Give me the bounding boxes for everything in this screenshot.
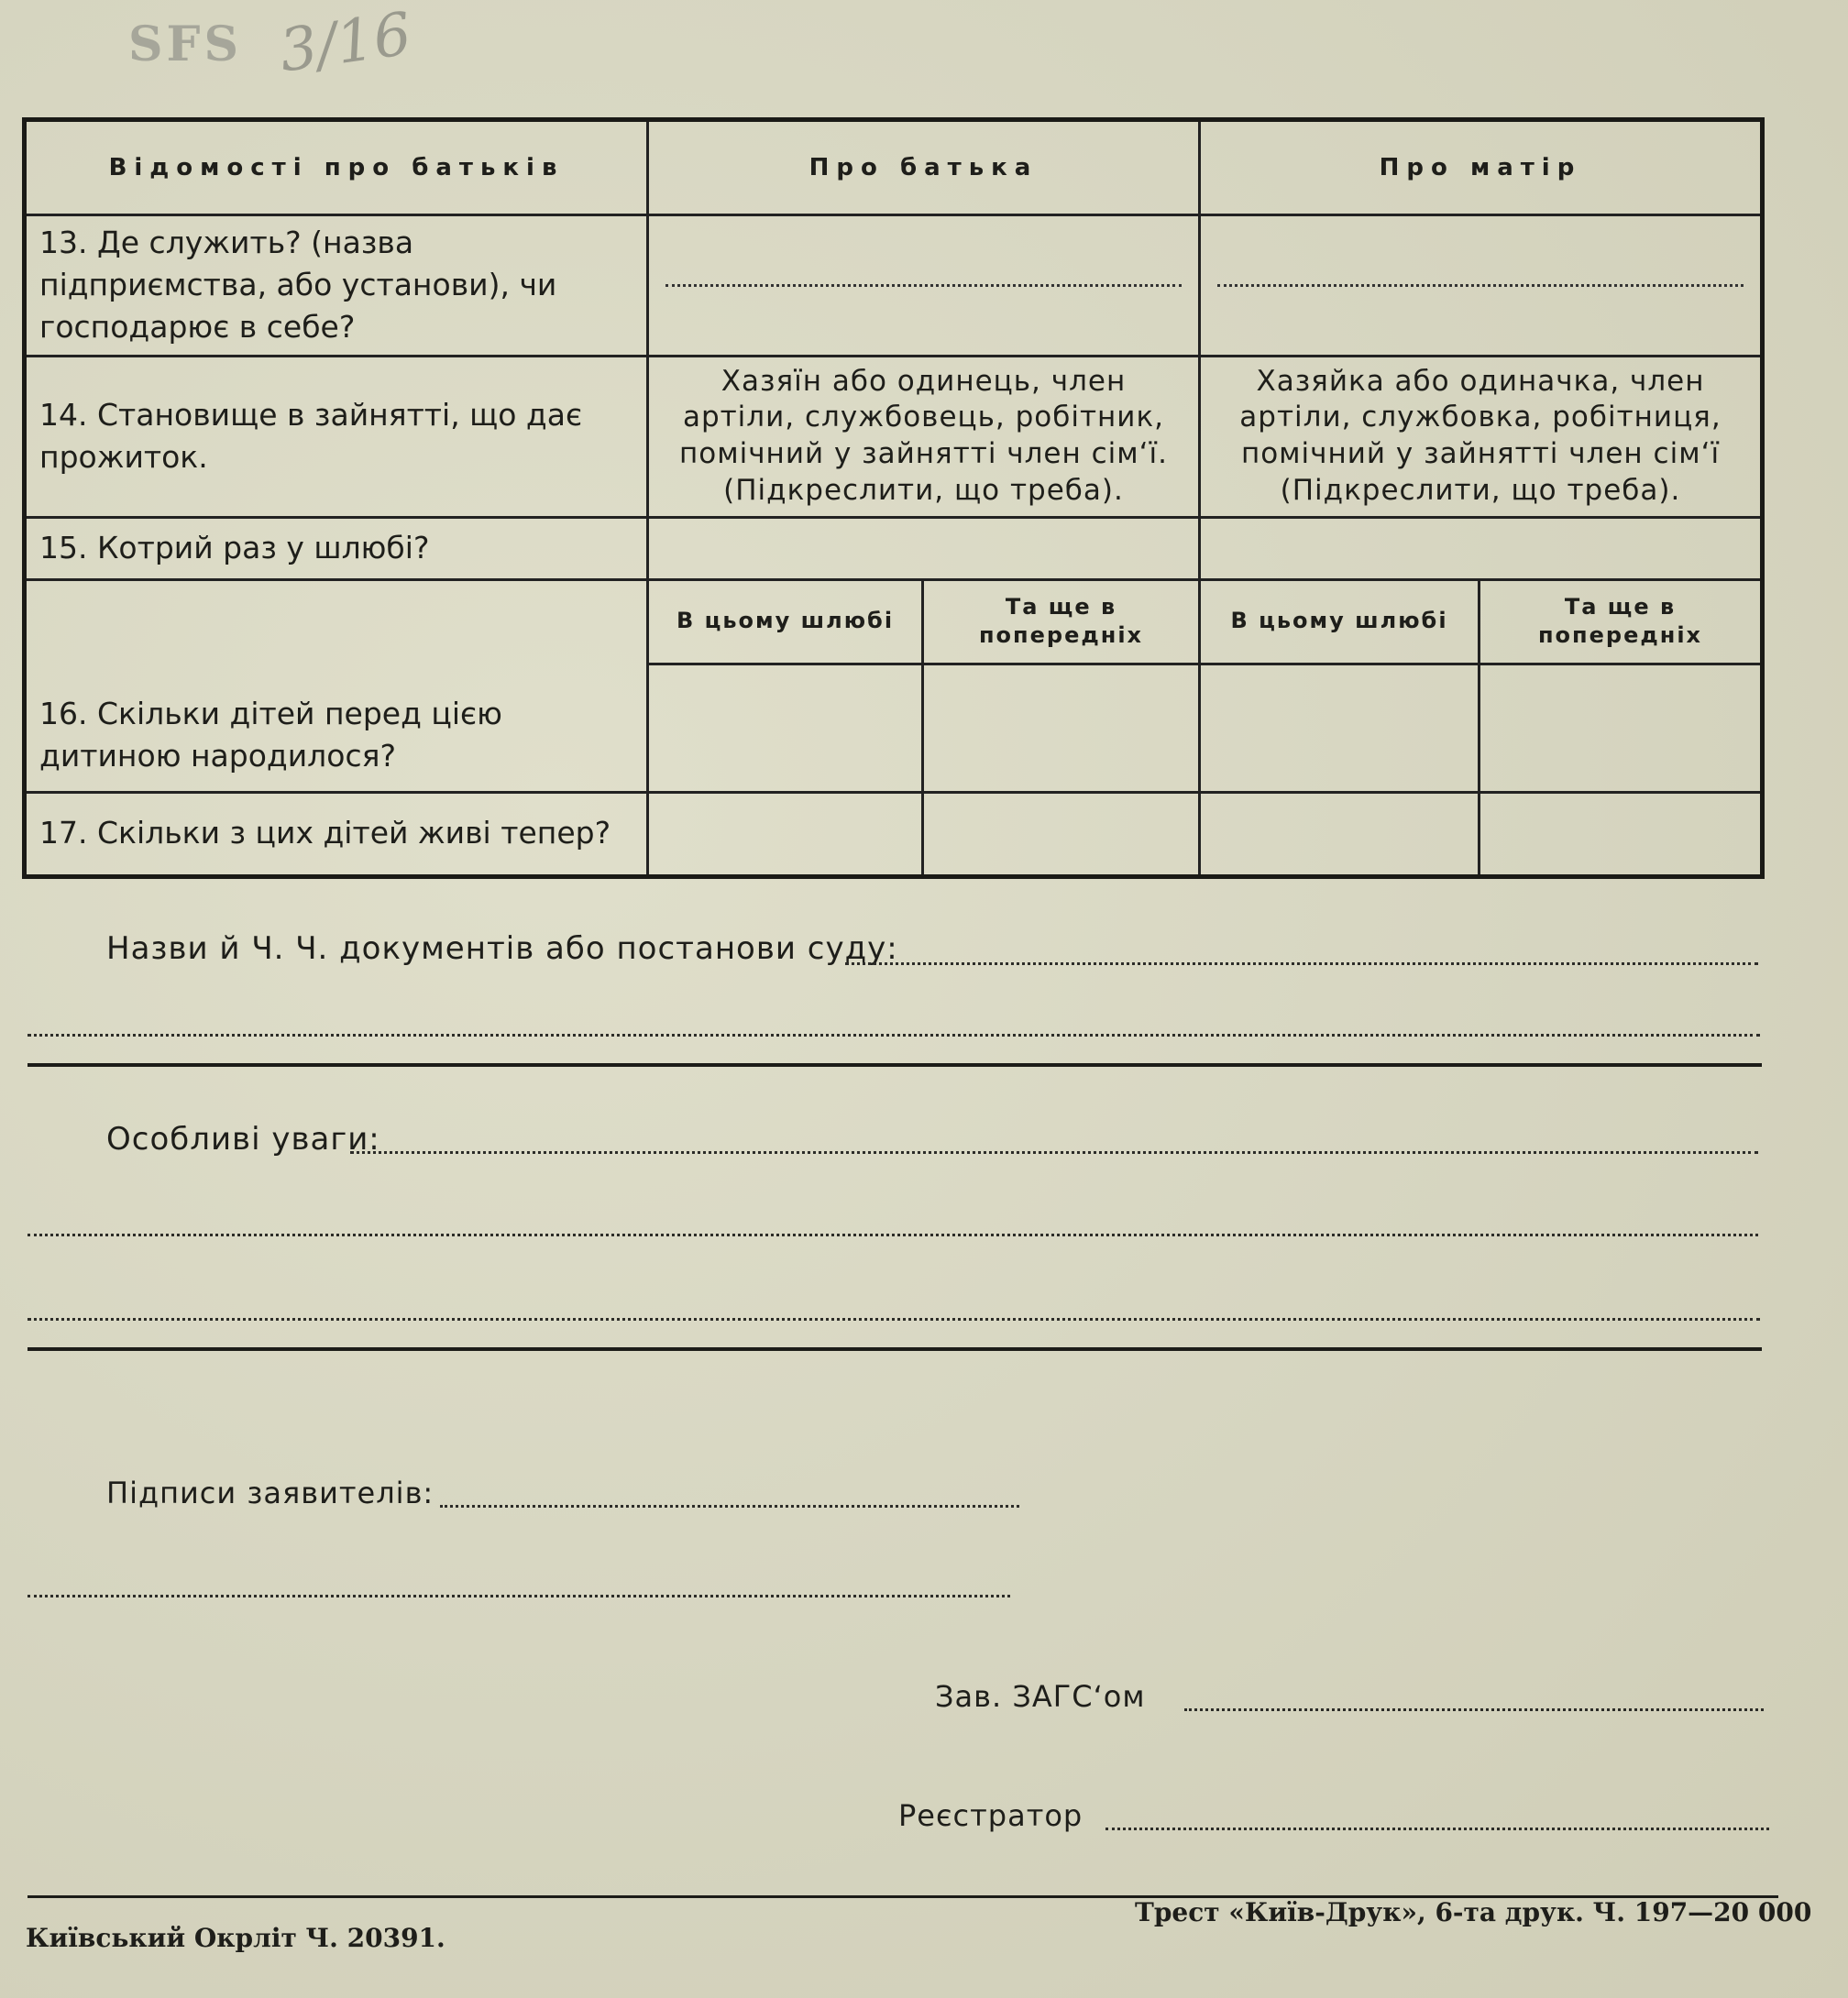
question-16: 16. Скільки дітей перед цією дитиною народилося?	[25, 579, 648, 792]
dotted-line	[1217, 284, 1744, 287]
header-info-about-parents: Відомості про батьків	[25, 120, 648, 215]
father-this-marriage-header: В цьому шлюбі	[648, 579, 923, 664]
mother-previous-header: Та ще в попередніх	[1480, 579, 1763, 664]
parents-info-table	[22, 117, 1765, 879]
registrar-signature[interactable]	[1106, 1828, 1769, 1830]
registrar-label: Реєстратор	[898, 1798, 1084, 1833]
answer-13-father[interactable]	[648, 215, 1200, 357]
answer-15-mother[interactable]	[1200, 517, 1763, 579]
header-about-mother: Про матір	[1200, 120, 1763, 215]
documents-input[interactable]	[845, 962, 1758, 965]
remarks-input[interactable]	[350, 1151, 1758, 1154]
question-15: 15. Котрий раз у шлюбі?	[25, 517, 648, 579]
header-about-father: Про батька	[648, 120, 1200, 215]
question-13: 13. Де служить? (назва підприємства, або установи), чи господарює в себе?	[25, 215, 648, 357]
footer-censor-number: Київський Окрліт Ч. 20391.	[26, 1923, 446, 1953]
signatures-label: Підписи заявителів:	[106, 1476, 434, 1510]
remarks-label: Особливі уваги:	[106, 1121, 380, 1158]
answer-15-father[interactable]	[648, 517, 1200, 579]
signatures-input-line-2[interactable]	[28, 1595, 1010, 1597]
section-divider	[28, 1347, 1762, 1351]
answer-17-mother-previous[interactable]	[1480, 792, 1763, 876]
footer-printer: Трест «Київ-Друк», 6-та друк. Ч. 197—20 000	[1135, 1897, 1812, 1927]
answer-17-mother-this[interactable]	[1200, 792, 1480, 876]
documents-input-line-2[interactable]	[28, 1034, 1760, 1037]
handwritten-number: 3/16	[275, 0, 416, 86]
answer-16-father-this[interactable]	[648, 664, 923, 792]
answer-17-father-this[interactable]	[648, 792, 923, 876]
answer-16-mother-this[interactable]	[1200, 664, 1480, 792]
answer-13-mother[interactable]	[1200, 215, 1763, 357]
answer-17-father-previous[interactable]	[923, 792, 1200, 876]
mother-this-marriage-header: В цьому шлюбі	[1200, 579, 1480, 664]
archive-stamp: SFS	[128, 16, 243, 72]
documents-label: Назви й Ч. Ч. документів або постанови суду:	[106, 930, 898, 967]
answer-16-mother-previous[interactable]	[1480, 664, 1763, 792]
head-of-registry-label: Зав. ЗАГС‘ом	[935, 1679, 1146, 1714]
head-of-registry-signature[interactable]	[1184, 1708, 1764, 1711]
signatures-input[interactable]	[440, 1505, 1019, 1508]
question-17: 17. Скільки з цих дітей живі тепер?	[25, 792, 648, 876]
answer-14-mother-options[interactable]: Хазяйка або одиначка, член артіли, службовка, робітниця, помічний у зайнятті член сім‘ї (Підкреслити, що треба).	[1200, 356, 1763, 517]
dotted-line	[666, 284, 1182, 287]
answer-14-father-options[interactable]: Хазяїн або одинець, член артіли, службовець, робітник, помічний у зайнятті член сім‘ї. (Підкреслити, що треба).	[648, 356, 1200, 517]
father-previous-header: Та ще в попередніх	[923, 579, 1200, 664]
remarks-input-line-3[interactable]	[28, 1318, 1760, 1321]
section-divider	[28, 1063, 1762, 1067]
answer-16-father-previous[interactable]	[923, 664, 1200, 792]
remarks-input-line-2[interactable]	[28, 1234, 1758, 1236]
question-14: 14. Становище в зайнятті, що дає прожиток.	[25, 356, 648, 517]
